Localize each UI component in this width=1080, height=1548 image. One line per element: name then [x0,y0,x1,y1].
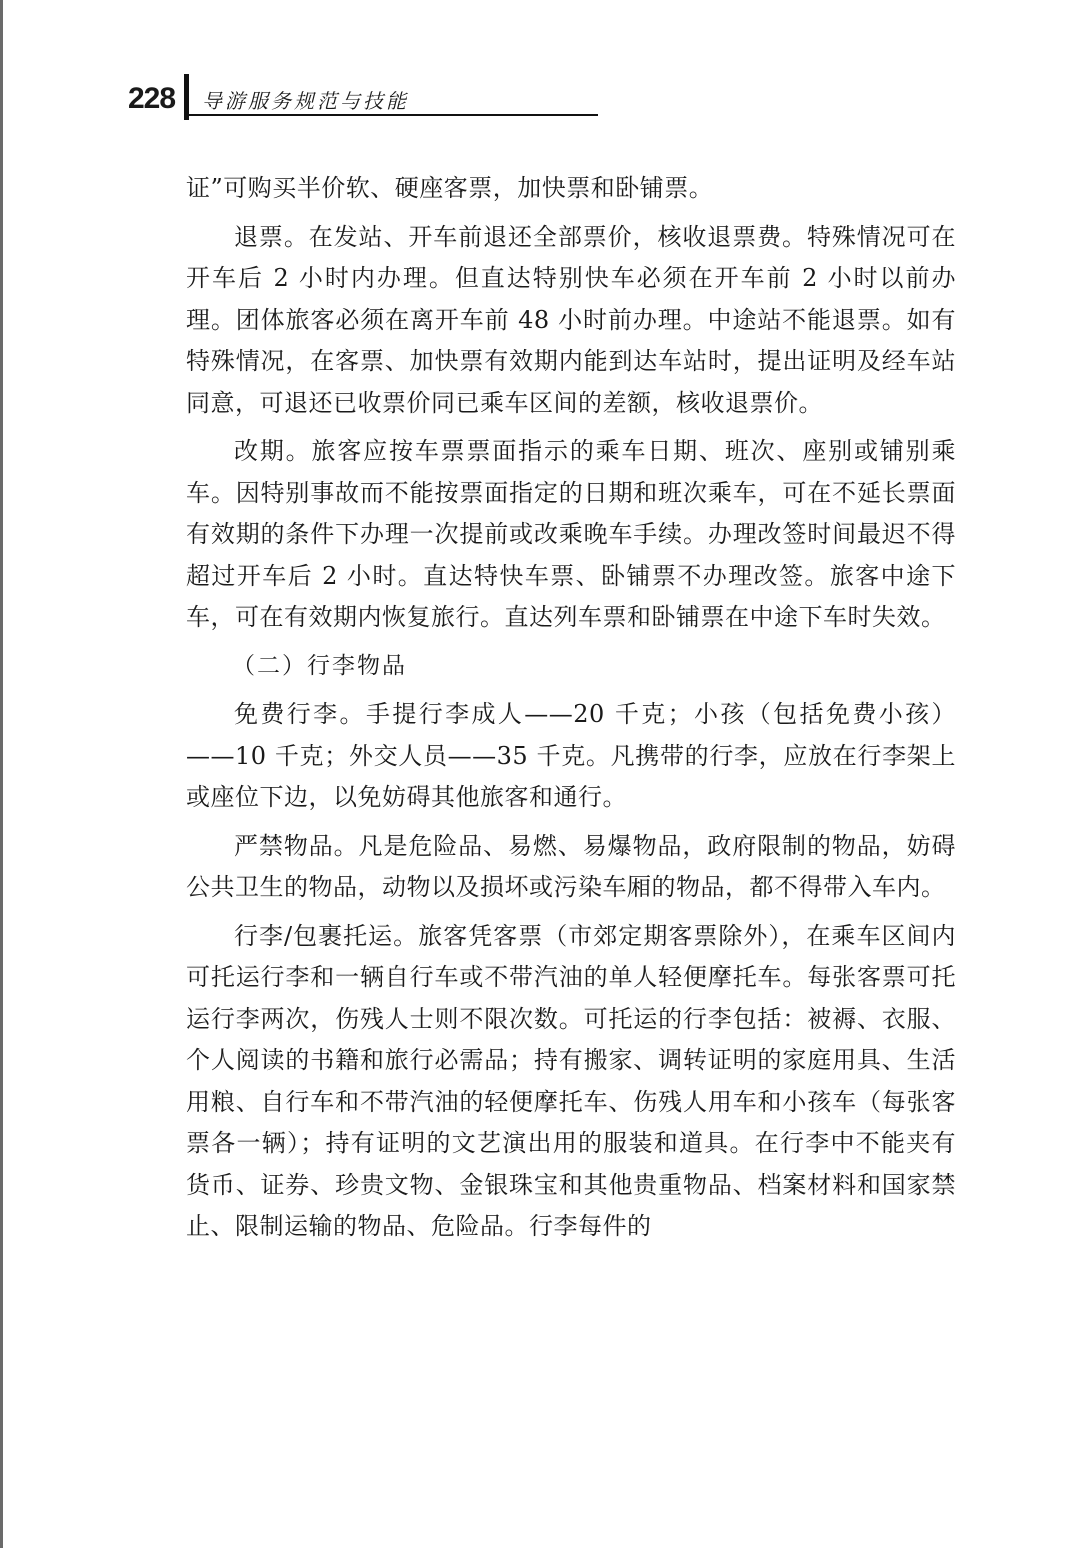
paragraph-free-luggage: 免费行李。手提行李成人——20 千克；小孩（包括免费小孩）——10 千克；外交人员——35 千克。凡携带的行李，应放在行李架上或座位下边，以免妨碍其他旅客和通行。 [186,700,956,811]
page-number: 228 [128,82,176,115]
page-edge [0,0,3,1548]
running-header [128,70,598,122]
body-text [186,168,956,1255]
paragraph-refund: 退票。在发站、开车前退还全部票价，核收退票费。特殊情况可在开车后 2 小时内办理。但直达特别快车必须在开车前 2 小时以前办理。团体旅客必须在离开车前 48 小时前办理。中途站不能退票。如有特殊情况，在客票、加快票有效期内能到达车站时，提出证明及经车站同意，可退还已收票价同已乘车区间的差额，核收退票价。 [186,222,956,417]
book-title: 导游服务规范与技能 [202,89,409,113]
paragraph-reschedule: 改期。旅客应按车票票面指示的乘车日期、班次、座别或铺别乘车。因特别事故而不能按票面指定的日期和班次乘车，可在不延长票面有效期的条件下办理一次提前或改乘晚车手续。办理改签时间最迟不得超过开车后 2 小时。直达特快车票、卧铺票不办理改签。旅客中途下车，可在有效期内恢复旅行。直达列车票和卧铺票在中途下车时失效。 [186,437,956,631]
paragraph-continuation: 证”可购买半价软、硬座客票，加快票和卧铺票。 [186,174,714,202]
paragraph-prohibited-items: 严禁物品。凡是危险品、易燃、易爆物品，政府限制的物品，妨碍公共卫生的物品，动物以及损坏或污染车厢的物品，都不得带入车内。 [186,831,956,901]
paragraph-luggage-consignment: 行李/包裹托运。旅客凭客票（市郊定期客票除外），在乘车区间内可托运行李和一辆自行车或不带汽油的单人轻便摩托车。每张客票可托运行李两次，伤残人士则不限次数。可托运的行李包括：被褥、衣服、个人阅读的书籍和旅行必需品；持有搬家、调转证明的家庭用具、生活用粮、自行车和不带汽油的轻便摩托车、伤残人用车和小孩车（每张客票各一辆）；持有证明的文艺演出用的服装和道具。在行李中不能夹有货币、证券、珍贵文物、金银珠宝和其他贵重物品、档案材料和国家禁止、限制运输的物品、危险品。行李每件的 [186,921,956,1240]
section-heading: （二）行李物品 [232,652,407,679]
header-rule [186,114,598,116]
